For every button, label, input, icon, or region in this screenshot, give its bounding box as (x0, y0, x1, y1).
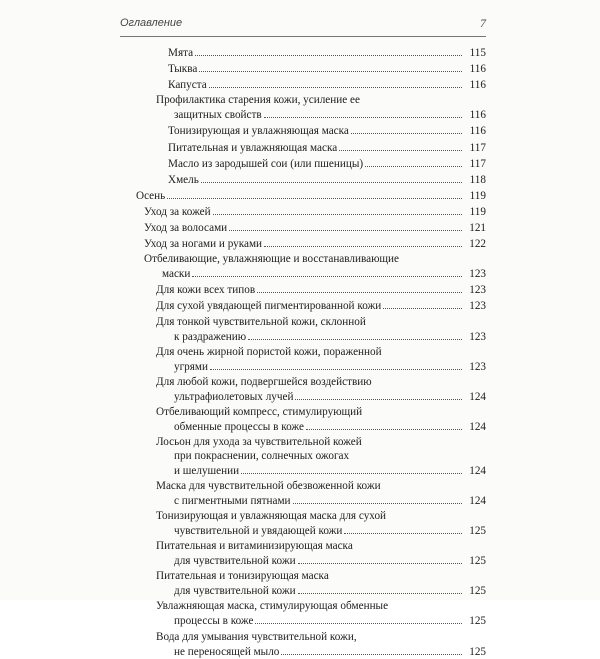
toc-entry-line (144, 204, 486, 218)
dot-leader (167, 188, 462, 199)
toc-entry-text: ультрафиолетовых лучей (174, 391, 294, 403)
toc-entry[interactable] (144, 236, 486, 250)
toc-entry[interactable] (156, 93, 486, 121)
toc-page-number: 125 (469, 555, 486, 567)
toc-entry[interactable] (156, 509, 486, 537)
toc-page-number: 125 (469, 646, 486, 658)
toc-entry-text: Питательная и увлажняющая маска (168, 142, 338, 154)
toc-page-number: 123 (469, 331, 486, 343)
toc-entry-line (156, 419, 486, 433)
toc-entry-line (156, 375, 486, 389)
dot-leader (298, 553, 462, 564)
dot-leader (293, 493, 462, 504)
toc-entry-text: Хмель (168, 174, 199, 186)
toc-entry-line (156, 509, 486, 523)
toc-entry-text: чувствительной и увядающей кожи (174, 525, 343, 537)
dot-leader (264, 236, 462, 247)
toc-page-number: 124 (469, 465, 486, 477)
toc-entry[interactable] (168, 172, 486, 186)
toc-entry-line (156, 93, 486, 107)
toc-entry-line (168, 61, 486, 75)
toc-entry[interactable] (156, 405, 486, 433)
toc-entry-line (168, 172, 486, 186)
toc-entry-text: Тонизирующая и увлажняющая маска для сухой (156, 510, 387, 522)
dot-leader (241, 463, 462, 474)
toc-entry-line (136, 188, 486, 202)
toc-entry-text: Вода для умывания чувствительной кожи, (156, 631, 357, 643)
toc-page-number: 117 (469, 142, 486, 154)
toc-entry-text: Для тонкой чувствительной кожи, склонной (156, 316, 366, 328)
toc-entry-line (156, 463, 486, 477)
toc-entry[interactable] (156, 315, 486, 343)
toc-entry[interactable] (144, 220, 486, 234)
toc-page-number: 119 (469, 206, 486, 218)
toc-entry-line (144, 252, 486, 266)
toc-entry[interactable] (156, 435, 486, 477)
toc-page-number: 121 (469, 222, 486, 234)
toc-entry-text: Профилактика старения кожи, усиление ее (156, 94, 360, 106)
toc-page-number: 124 (469, 421, 486, 433)
toc-entry-line (156, 569, 486, 583)
toc-entry-text: угрями (174, 361, 208, 373)
toc-entry-line (156, 107, 486, 121)
toc-entry[interactable] (156, 569, 486, 597)
toc-entry-text: обменные процессы в коже (174, 421, 304, 433)
toc-entry-line (156, 298, 486, 312)
toc-page-number: 123 (469, 284, 486, 296)
dot-leader (339, 140, 462, 151)
toc-entry-text: защитных свойств (174, 109, 262, 121)
toc-entry-text: с пигментными пятнами (174, 495, 291, 507)
toc-page-number: 123 (469, 268, 486, 280)
dot-leader (255, 613, 462, 624)
toc-entry-line (168, 45, 486, 59)
dot-leader (209, 77, 462, 88)
toc-entry[interactable] (156, 298, 486, 312)
dot-leader (213, 204, 462, 215)
toc-entry-line (156, 405, 486, 419)
toc-page-number: 116 (469, 109, 486, 121)
toc-page-number: 123 (469, 300, 486, 312)
dot-leader (298, 583, 462, 594)
page-number: 7 (480, 16, 486, 30)
dot-leader (383, 298, 462, 309)
toc-entry-text: при покраснении, солнечных ожогах (174, 450, 350, 462)
toc-entry-line (156, 449, 486, 463)
dot-leader (210, 359, 462, 370)
dot-leader (248, 329, 462, 340)
toc-entry-line (156, 345, 486, 359)
toc-entry[interactable] (168, 77, 486, 91)
toc-page-number: 117 (469, 158, 486, 170)
dot-leader (344, 523, 462, 534)
dot-leader (264, 107, 462, 118)
toc-entry-line (156, 315, 486, 329)
toc-entry-text: процессы в коже (174, 615, 254, 627)
toc-page-number: 116 (469, 125, 486, 137)
toc-entry-text: Мята (168, 47, 194, 59)
toc-entry-text: Тонизирующая и увлажняющая маска (168, 125, 349, 137)
toc-entry-line (156, 389, 486, 403)
toc-page-number: 116 (469, 63, 486, 75)
toc-entry-line (156, 282, 486, 296)
toc-entry-text: Увлажняющая маска, стимулирующая обменные (156, 600, 389, 612)
toc-entry[interactable] (156, 375, 486, 403)
toc-entry[interactable] (168, 45, 486, 59)
toc-entry-text: Капуста (168, 79, 207, 91)
toc-entry-line (168, 77, 486, 91)
toc-entry[interactable] (156, 539, 486, 567)
dot-leader (201, 172, 462, 183)
toc-entry-line (168, 140, 486, 154)
toc-page-number: 123 (469, 361, 486, 373)
toc-entry-text: Питательная и тонизирующая маска (156, 570, 329, 582)
dot-leader (351, 123, 462, 134)
toc-entry-text: Тыква (168, 63, 198, 75)
toc-page-number: 119 (469, 190, 486, 202)
toc-entry-text: не переносящей мыло (174, 646, 280, 658)
toc-entry-line (156, 435, 486, 449)
toc-entry[interactable] (144, 204, 486, 218)
toc-page-number: 124 (469, 391, 486, 403)
toc-entry[interactable] (156, 282, 486, 296)
toc-entry-text: Лосьон для ухода за чувствительной кожей (156, 436, 362, 448)
toc-entry[interactable] (168, 61, 486, 75)
toc-page-number: 122 (469, 238, 486, 250)
toc-page-number: 124 (469, 495, 486, 507)
toc-entry[interactable] (144, 252, 486, 280)
running-header (120, 14, 486, 37)
toc-entry-line (156, 539, 486, 553)
toc-entry[interactable] (156, 599, 486, 627)
toc-entry-line (156, 583, 486, 597)
toc-entry-text: Питательная и витаминизирующая маска (156, 540, 353, 552)
dot-leader (229, 220, 462, 231)
toc-entry-text: маски (162, 268, 191, 280)
toc-entry-text: Масло из зародышей сои (или пшеницы) (168, 158, 364, 170)
toc-entry-line (144, 220, 486, 234)
dot-leader (295, 389, 462, 400)
toc-page-number: 115 (469, 47, 486, 59)
toc-entry-line (156, 359, 486, 373)
dot-leader (199, 61, 462, 72)
toc-entry-line (156, 479, 486, 493)
toc-entry[interactable] (156, 479, 486, 507)
toc-entry-line (156, 523, 486, 537)
toc-entry-line (144, 236, 486, 250)
toc-entry-line (156, 553, 486, 567)
toc-entry-text: Для кожи всех типов (156, 284, 256, 296)
dot-leader (257, 282, 462, 293)
toc-entry-line (156, 329, 486, 343)
toc-entry-text: Для любой кожи, подвергшейся воздействию (156, 376, 372, 388)
toc-page-number: 125 (469, 615, 486, 627)
toc-entry-line (156, 493, 486, 507)
toc-entry-text: для чувствительной кожи (174, 585, 296, 597)
toc-entry-text: Уход за волосами (144, 222, 228, 234)
dot-leader (195, 45, 462, 56)
dot-leader (306, 419, 462, 430)
toc-entry-text: к раздражению (174, 331, 247, 343)
toc-entry-text: Отбеливающий компресс, стимулирующий (156, 406, 363, 418)
toc-entry-text: и шелушении (174, 465, 240, 477)
toc-entry-text: Осень (136, 190, 166, 202)
toc-entry-text: Для очень жирной пористой кожи, пораженной (156, 346, 382, 358)
toc-entry[interactable] (156, 630, 486, 658)
toc-entry-text: для чувствительной кожи (174, 555, 296, 567)
toc-entry-line (156, 644, 486, 658)
section-title: Оглавление (120, 17, 183, 29)
toc-entry-line (156, 630, 486, 644)
toc-page-number: 118 (469, 174, 486, 186)
toc-page-number: 116 (469, 79, 486, 91)
toc-entry-text: Маска для чувствительной обезвоженной кожи (156, 480, 381, 492)
toc-entry[interactable] (168, 140, 486, 154)
toc-entry-text: Отбеливающие, увлажняющие и восстанавливающие (144, 253, 399, 265)
toc-entry-text: Уход за ногами и руками (144, 238, 263, 250)
toc-entry-text: Для сухой увядающей пигментированной кожи (156, 300, 382, 312)
toc-entry[interactable] (156, 345, 486, 373)
dot-leader (365, 156, 462, 167)
toc-entry-line (156, 613, 486, 627)
dot-leader (281, 644, 462, 655)
toc-entry-text: Уход за кожей (144, 206, 211, 218)
toc-page-number: 125 (469, 525, 486, 537)
toc-entry[interactable] (136, 188, 486, 202)
toc-entry-line (156, 599, 486, 613)
toc-entry[interactable] (168, 156, 486, 170)
toc-page-number: 125 (469, 585, 486, 597)
toc-entry[interactable] (168, 123, 486, 137)
toc-entry-line (168, 123, 486, 137)
toc-entry-line (168, 156, 486, 170)
toc-entry-line (144, 266, 486, 280)
dot-leader (192, 266, 462, 277)
